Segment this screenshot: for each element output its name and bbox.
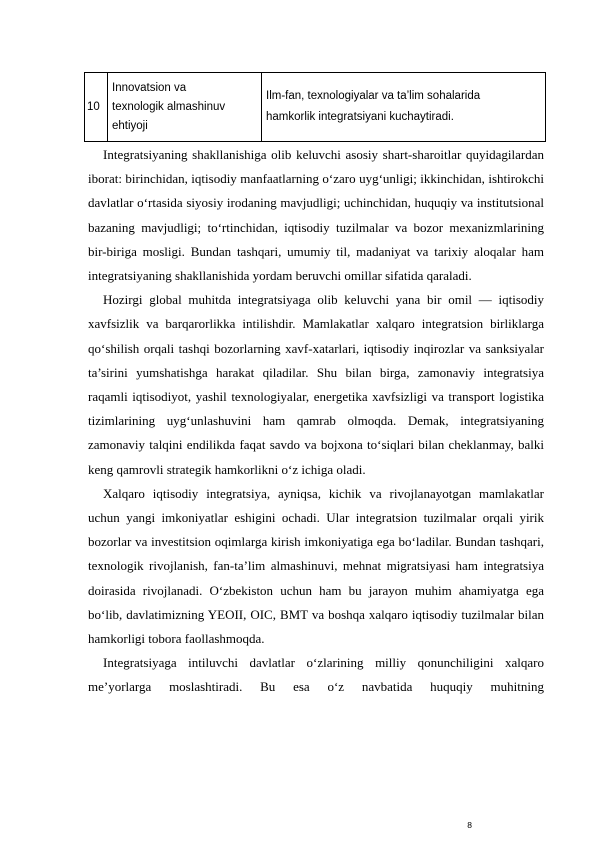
criteria-table (84, 72, 546, 142)
paragraph-text: Xalqaro iqtisodiy integratsiya, ayniqsa, kichik va rivojlanayotgan mamlakatlar uchun yangi imkoniyatlar eshigini ochadi. Ular integratsion tuzilmalar orqali yirik bozorlar va investitsion oqimlarga kirish imkoniyatiga ega bo‘ladilar. Bundan tashqari, texnologik rivojlanish, fan-ta’lim almashinuvi, mehnat migratsiyasi ham integratsiya doirasida rivojlanadi. O‘zbekiston uchun ham bu jarayon muhim ahamiyatga ega bo‘lib, davlatimizning YEOII, OIC, BMT va boshqa xalqaro iqtisodiy tuzilmalar bilan hamkorligi tobora faollashmoqda. (88, 485, 544, 647)
table-row (85, 73, 546, 142)
paragraph-text: Hozirgi global muhitda integratsiyaga olib keluvchi yana bir omil — iqtisodiy xavfsizlik va barqarorlikka intilishdir. Mamlakatlar xalqaro integratsion birliklarga qo‘shilish orqali tashqi bozorlarning xavf-xatarlari, iqtisodiy inqirozlar va sanksiyalar ta’sirini yumshatishga harakat qiladilar. Shu bilan birga, zamonaviy integratsiya raqamli iqtisodiyot, yashil texnologiyalar, energetika xavfsizligi va transport logistika tizimlarining uyg‘unlashuvini ham qamrab olmoqda. Demak, integratsiyaning zamonaviy talqini endilikda faqat savdo va bojxona to‘siqlari bilan cheklanmay, balki keng qamrovli strategik hamkorlikni o‘z ichiga oladi. (88, 292, 544, 477)
body-text (88, 143, 544, 700)
term-line: ehtiyoji (112, 119, 148, 132)
term-cell (108, 73, 262, 142)
row-number: 10 (87, 100, 100, 113)
paragraph-text: Integratsiyaning shakllanishiga olib keluvchi asosiy shart-sharoitlar quyidagilardan iborat: birinchidan, iqtisodiy manfaatlarning o‘zaro uyg‘unligi; ikkinchidan, ishtirokchi davlatlar o‘rtasida siyosiy irodaning mavjudligi; uchinchidan, huquqiy va institutsional bazaning mavjudligi; to‘rtinchidan, iqtisodiy tuzilmalar va bozor mexanizmlarining bir-biriga mosligi. Bundan tashqari, umumiy til, madaniyat va tarixiy aloqalar ham integratsiyaning shakllanishida yordam beruvchi omillar sifatida qaraladi. (88, 147, 544, 284)
row-number-cell (85, 73, 108, 142)
paragraph (88, 482, 544, 651)
paragraph (88, 143, 544, 288)
paragraph (88, 651, 544, 699)
description-line: hamkorlik integratsiyani kuchaytiradi. (266, 111, 454, 123)
description-cell (262, 73, 546, 142)
description-line: Ilm-fan, texnologiyalar va ta’lim sohalarida (266, 90, 481, 102)
term-line: Innovatsion va (112, 81, 187, 94)
paragraph (88, 288, 544, 482)
term-line: texnologik almashinuv (112, 100, 226, 113)
paragraph-text: Integratsiyaga intiluvchi davlatlar o‘zlarining milliy qonunchiligini xalqaro me’yorlarga moslashtiradi. Bu esa o‘z navbatida huquqiy muhitning (88, 655, 544, 695)
page-number: 8 (467, 820, 472, 830)
